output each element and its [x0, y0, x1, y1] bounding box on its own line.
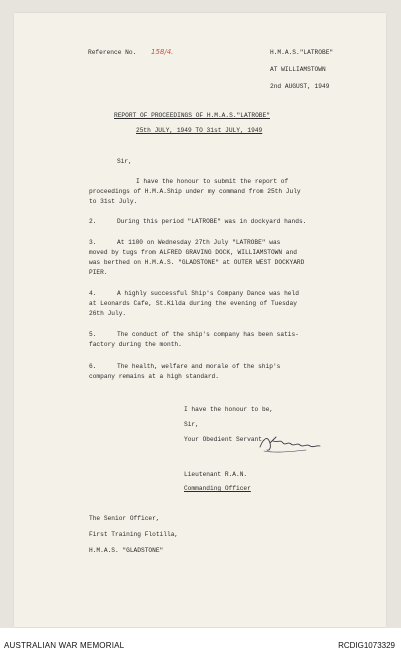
report-period: 25th JULY, 1949 TO 31st JULY, 1949 — [136, 127, 263, 134]
paragraph-3-line: At 1100 on Wednesday 27th July "LATROBE" was — [117, 239, 281, 246]
closing-line: I have the honour to be, — [184, 406, 274, 413]
paragraph-5-line: factory during the month. — [89, 341, 182, 348]
address-line: The Senior Officer, — [89, 515, 160, 522]
signatory-role: Commanding Officer — [184, 485, 251, 492]
paragraph-number: 3. — [89, 239, 97, 246]
paragraph-4-line: 26th July. — [89, 310, 127, 317]
paragraph-number: 6. — [89, 363, 97, 370]
archive-footer — [0, 640, 401, 654]
paragraph-2-line: During this period "LATROBE" was in dockyard hands. — [117, 218, 307, 225]
paragraph-3-line: PIER. — [89, 269, 108, 276]
document-page — [14, 13, 386, 627]
ship-name: H.M.A.S."LATROBE" — [270, 49, 334, 56]
paragraph-1-line: proceedings of H.M.A.Ship under my command from 25th July — [89, 188, 301, 195]
address-line: First Training Flotilla, — [89, 531, 179, 538]
paragraph-6-line: company remains at a high standard. — [89, 373, 219, 380]
paragraph-3-line: moved by tugs from ALFRED GRAVING DOCK, WILLIAMSTOWN and — [89, 249, 297, 256]
paragraph-4-line: A highly successful Ship's Company Dance was held — [117, 290, 299, 297]
signatory-rank: Lieutenant R.A.N. — [184, 471, 248, 478]
paragraph-3-line: was berthed on H.M.A.S. "GLADSTONE" at OUTER WEST DOCKYARD — [89, 259, 305, 266]
paragraph-5-line: The conduct of the ship's company has been satis- — [117, 331, 299, 338]
paragraph-4-line: at Leonards Cafe, St.Kilda during the evening of Tuesday — [89, 300, 297, 307]
location: AT WILLIAMSTOWN — [270, 66, 326, 73]
address-line: H.M.A.S. "GLADSTONE" — [89, 547, 164, 554]
reference-label: Reference No. — [88, 49, 137, 56]
letter-date: 2nd AUGUST, 1949 — [270, 83, 330, 90]
handwritten-signature — [258, 433, 322, 455]
salutation: Sir, — [117, 158, 132, 165]
paragraph-1-line: to 31st July. — [89, 198, 138, 205]
reference-number-handwritten: 158/4. — [151, 48, 174, 56]
closing-line: Sir, — [184, 421, 199, 428]
record-id: RCDIG1073329 — [338, 641, 395, 650]
archive-name: AUSTRALIAN WAR MEMORIAL — [4, 641, 125, 650]
paragraph-number: 4. — [89, 290, 97, 297]
closing-line: Your Obedient Servant. — [184, 436, 266, 443]
paragraph-1-line: I have the honour to submit the report of — [136, 178, 289, 185]
paragraph-6-line: The health, welfare and morale of the ship's — [117, 363, 281, 370]
report-title: REPORT OF PROCEEDINGS OF H.M.A.S."LATROBE" — [114, 112, 270, 119]
paragraph-number: 2. — [89, 218, 97, 225]
paragraph-number: 5. — [89, 331, 97, 338]
